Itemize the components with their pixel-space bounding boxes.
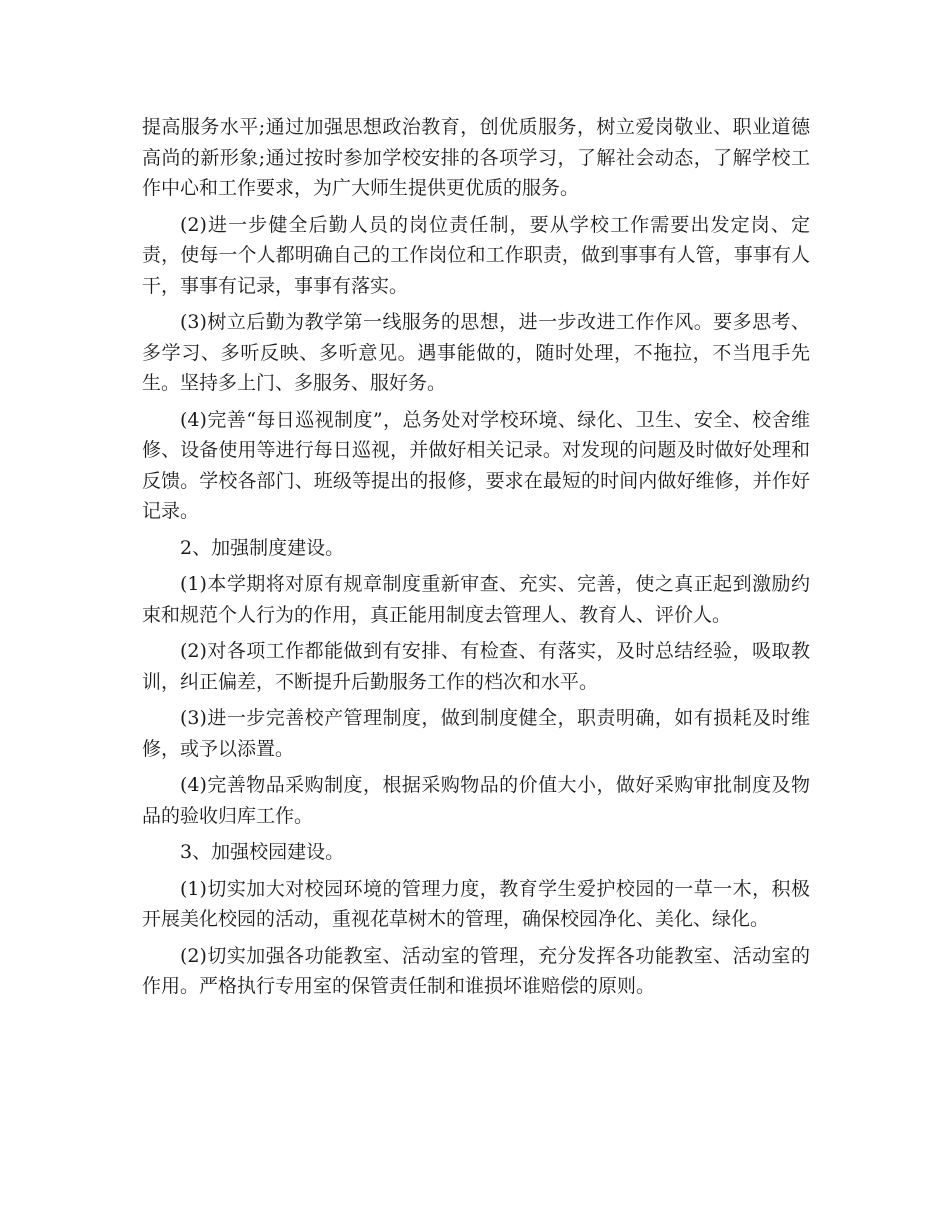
paragraph-item-3: (3)树立后勤为教学第一线服务的思想，进一步改进工作作风。要多思考、多学习、多听反映、多听意见。遇事能做的，随时处理，不拖拉，不当甩手先生。坚持多上门、多服务、服好务。 [142, 311, 810, 394]
document-body [142, 112, 810, 1008]
paragraph-item-1: (1)本学期将对原有规章制度重新审查、充实、完善，使之真正起到激励约束和规范个人行为的作用，真正能用制度去管理人、教育人、评价人。 [142, 573, 810, 626]
paragraph-item-2: (2)进一步健全后勤人员的岗位责任制，要从学校工作需要出发定岗、定责，使每一个人都明确自己的工作岗位和工作职责，做到事事有人管，事事有人干，事事有记录，事事有落实。 [142, 213, 810, 297]
section-heading-3: 3、加强校园建设。 [180, 841, 345, 863]
paragraph-item-4: (4)完善“每日巡视制度”，总务处对学校环境、绿化、卫生、安全、校舍维修、设备使用等进行每日巡视，并做好相关记录。对发现的问题及时做好处理和反馈。学校各部门、班级等提出的报修，要求在最短的时间内做好维修，并作好记录。 [142, 408, 810, 522]
paragraph-item-2: (2)切实加强各功能教室、活动室的管理，充分发挥各功能教室、活动室的作用。严格执行专用室的保管责任制和谁损坏谁赔偿的原则。 [142, 944, 810, 997]
paragraph-item-3: (3)进一步完善校产管理制度，做到制度健全，职责明确，如有损耗及时维修，或予以添置。 [142, 707, 810, 760]
paragraph-item-4: (4)完善物品采购制度，根据采购物品的价值大小，做好采购审批制度及物品的验收归库工作。 [142, 774, 810, 827]
section-heading-2: 2、加强制度建设。 [180, 536, 345, 559]
paragraph-continuation: 提高服务水平;通过加强思想政治教育，创优质服务，树立爱岗敬业、职业道德高尚的新形象;通过按时参加学校安排的各项学习，了解社会动态，了解学校工作中心和工作要求，为广大师生提供更优质的服务。 [142, 116, 810, 199]
paragraph-item-1: (1)切实加大对校园环境的管理力度，教育学生爱护校园的一草一木，积极开展美化校园的活动，重视花草树木的管理，确保校园净化、美化、绿化。 [142, 877, 810, 930]
paragraph-item-2: (2)对各项工作都能做到有安排、有检查、有落实，及时总结经验，吸取教训，纠正偏差，不断提升后勤服务工作的档次和水平。 [142, 640, 810, 693]
